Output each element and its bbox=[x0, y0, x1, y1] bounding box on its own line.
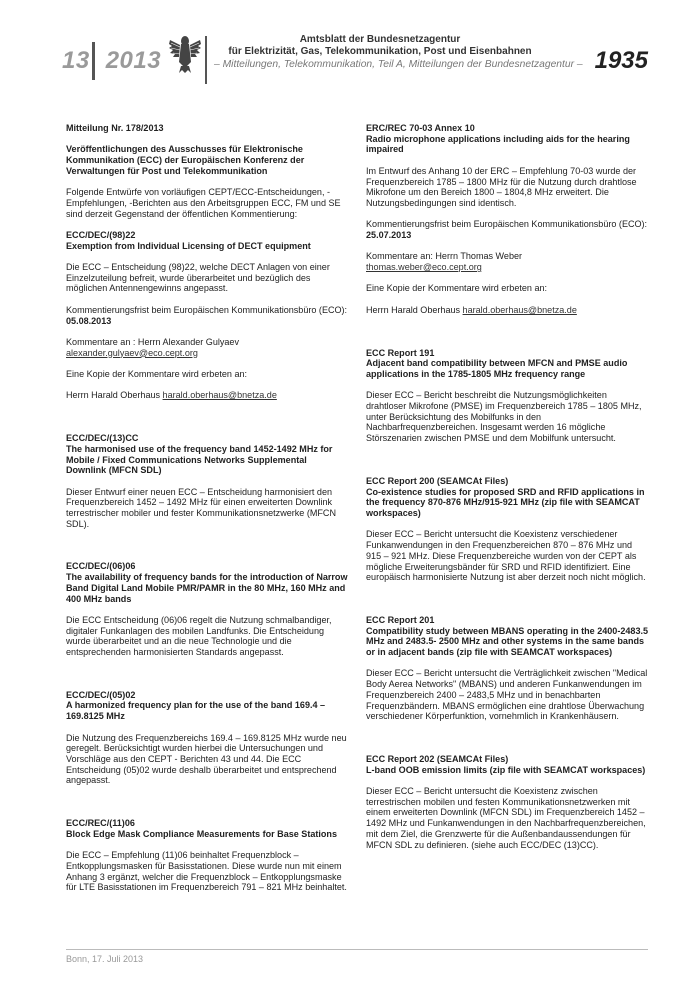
comments-recipient: Kommentare an: Herrn Thomas Weber bbox=[366, 251, 523, 262]
section-report-200 bbox=[366, 476, 649, 583]
section-dect bbox=[66, 230, 349, 401]
section-title: Compatibility study between MBANS operating in the 2400-2483.5 MHz and 2483.5- 2500 MHz and other systems in the same bands or in adjacent bands (zip file with SEAMCAT workspaces) bbox=[366, 625, 649, 658]
section-radio-microphones bbox=[366, 123, 649, 316]
copy-request: Eine Kopie der Kommentare wird erbeten an: bbox=[66, 369, 248, 380]
gazette-title-line1: Amtsblatt der Bundesnetzagentur bbox=[299, 34, 461, 45]
comments-recipient: Kommentare an : Herrn Alexander Gulyaev bbox=[66, 336, 239, 347]
section-text: Die ECC – Empfehlung (11)06 beinhaltet Frequenzblock – Entkopplungsmasken für Basisstationen. Diese wurde nun mit einem Anhang 3 ergänzt, welcher die Frequenzblock – Entkopplungsmaske für LTE Basisstationen im Frequenzbereich 791 – 821 MHz beinhaltet. bbox=[66, 850, 347, 893]
section-text: Dieser ECC – Bericht untersucht die Koexistenz zwischen terrestrischen mobilen und festen Kommunikationsnetzwerken mit einem erweiterten Downlink (MFCN SDL) im Frequenzbereich 1452 – 1492 MHz und Funkanwendungen in den Nachbarfrequenzbereichen, mit dem Ziel, die Grenzwerte für die Außenbandaussendungen für MFCN SDL zu definieren. (siehe auch ECC/DEC (13)CC). bbox=[366, 786, 646, 850]
section-code: ERC/REC 70-03 Annex 10 bbox=[366, 123, 475, 133]
left-column bbox=[66, 123, 349, 893]
section-code: ECC Report 200 (SEAMCAt Files) bbox=[366, 475, 509, 486]
notice-number: Mitteilung Nr. 178/2013 bbox=[66, 123, 164, 133]
footer-place-date: Bonn, 17. Juli 2013 bbox=[66, 954, 144, 964]
header-divider-1 bbox=[92, 42, 95, 80]
gazette-title-line2: für Elektrizität, Gas, Telekommunikation, Post und Eisenbahnen bbox=[228, 46, 532, 57]
section-code: ECC/DEC/(05)02 bbox=[66, 689, 136, 700]
comment-deadline bbox=[366, 219, 649, 240]
section-title: A harmonized frequency plan for the use of the band 169.4 – 169.8125 MHz bbox=[66, 700, 326, 722]
copy-email-link[interactable]: harald.oberhaus@bnetza.de bbox=[462, 304, 577, 315]
deadline-date: 25.07.2013 bbox=[366, 230, 412, 240]
issue-number bbox=[62, 47, 161, 75]
section-code: ECC Report 202 (SEAMCAt Files) bbox=[366, 753, 509, 764]
issue-year: 2013 bbox=[105, 47, 162, 74]
section-title: Adjacent band compatibility between MFCN and PMSE audio applications in the 1785-1805 MHz frequency range bbox=[366, 358, 628, 379]
section-pmr-pamr bbox=[66, 561, 349, 657]
section-text: Dieser ECC – Bericht beschreibt die Nutzungsmöglichkeiten drahtloser Mikrofone (PMSE) im Frequenzbereich 1785 – 1805 MHz, unter Berücksichtung des Mobilfunks in den Nachbarfrequenzbereichen. Insgesamt werden 16 mögliche Störszenarien zwischen PMSE und dem Mobilfunk untersucht. bbox=[366, 390, 642, 444]
section-code: ECC Report 201 bbox=[366, 614, 435, 625]
section-title: Radio microphone applications including aids for the hearing impaired bbox=[366, 133, 630, 155]
section-title: Exemption from Individual Licensing of DECT equipment bbox=[66, 240, 311, 251]
comments-email-link[interactable]: alexander.gulyaev@eco.cept.org bbox=[66, 347, 198, 358]
deadline-label: Kommentierungsfrist beim Europäischen Kommunikationsbüro (ECO): bbox=[366, 219, 648, 230]
issue-no: 13 bbox=[62, 47, 90, 74]
section-text: Dieser ECC – Bericht untersucht die Koexistenz verschiedener Funkanwendungen in den Frequenzbereichen 870 – 876 MHz und 915 – 921 MHz. Diese Frequenzbereiche wurden von der CEPT als mögliche Erweiterungsbänder für SRD und RFID identifiziert. Eine europäisch harmonisierte Nutzung ist aber derzeit noch nicht möglich. bbox=[366, 529, 646, 583]
section-code: ECC/DEC/(06)06 bbox=[66, 561, 136, 572]
copy-email-link[interactable]: harald.oberhaus@bnetza.de bbox=[162, 390, 277, 401]
section-text: Die Nutzung des Frequenzbereichs 169.4 – 169.8125 MHz wurde neu geregelt. Berücksichtigt wurden hierbei die Untersuchungen und Vorschläge aus den CEPT - Berichten 43 und 44. Die ECC Entscheidung (05)02 wurde deshalb überarbeitet und entsprechend angepasst. bbox=[66, 732, 347, 786]
right-column bbox=[366, 123, 649, 850]
copy-recipient bbox=[366, 305, 649, 316]
section-title: The availability of frequency bands for the introduction of Narrow Band Digital Land Mobile PMR/PAMR in the 80 MHz, 160 MHz and 400 MHz bands bbox=[66, 572, 348, 604]
copy-recipient-name: Herrn Harald Oberhaus bbox=[66, 390, 163, 401]
section-title: Co-existence studies for proposed SRD and RFID applications in the frequency 870-876 MHz/915-921 MHz (zip file with SEAMCAT workspaces) bbox=[366, 486, 645, 518]
section-title: Block Edge Mask Compliance Measurements for Base Stations bbox=[66, 828, 337, 839]
section-report-201 bbox=[366, 615, 649, 722]
section-text: Die ECC – Entscheidung (98)22, welche DECT Anlagen von einer Einzelzuteilung befreit, wurde überarbeitet und bezüglich des möglichen Antennengewinns angepasst. bbox=[66, 262, 330, 294]
section-code: ECC/DEC/(13)CC bbox=[66, 433, 139, 444]
gazette-subtitle: – Mitteilungen, Telekommunikation, Teil A, Mitteilungen der Bundesnetzagentur – bbox=[214, 59, 583, 70]
copy-recipient bbox=[66, 390, 349, 401]
section-code: ECC/REC/(11)06 bbox=[66, 818, 135, 829]
notice-heading: Veröffentlichungen des Ausschusses für Elektronische Kommunikation (ECC) der Europäischen Konferenz der Verwaltungen für Post und Telekommunikation bbox=[66, 144, 305, 176]
footer-divider bbox=[66, 949, 648, 950]
section-code: ECC/DEC/(98)22 bbox=[66, 229, 136, 240]
section-title: L-band OOB emission limits (zip file with SEAMCAT workspaces) bbox=[366, 764, 646, 775]
gazette-title bbox=[210, 34, 550, 58]
section-text: Dieser Entwurf einer neuen ECC – Entscheidung harmonisiert den Frequenzbereich 1452 – 1492 MHz für einen erweiterten Downlink terrestrischer mobiler und fester Kommunikationsnetzwerke (MFCN SDL). bbox=[66, 486, 336, 529]
comment-deadline bbox=[66, 305, 349, 326]
section-169-band bbox=[66, 690, 349, 786]
header-divider-2 bbox=[205, 36, 207, 84]
notice-intro bbox=[66, 123, 349, 219]
deadline-date: 05.08.2013 bbox=[66, 315, 112, 326]
comments-email-link[interactable]: thomas.weber@eco.cept.org bbox=[366, 262, 482, 273]
section-report-191 bbox=[366, 348, 649, 444]
copy-recipient-name: Herrn Harald Oberhaus bbox=[366, 304, 463, 315]
section-text: Die ECC Entscheidung (06)06 regelt die Nutzung schmalbandiger, digitaler Funkanlagen des mobilen Landfunks. Die Entscheidung wurde überarbeitet und an die neue Technologie und die entsprechenden harmonisierten Standards angepasst. bbox=[66, 614, 332, 658]
section-block-edge-mask bbox=[66, 818, 349, 893]
section-title: The harmonised use of the frequency band 1452-1492 MHz for Mobile / Fixed Communications Networks Supplemental Downlink (MFCN SDL) bbox=[66, 443, 333, 476]
section-report-202 bbox=[366, 754, 649, 850]
section-code: ECC Report 191 bbox=[366, 347, 435, 358]
notice-intro-text: Folgende Entwürfe von vorläufigen CEPT/ECC-Entscheidungen, -Empfehlungen, -Berichten aus den Arbeitsgruppen ECC, FM und SE sind derzeit Gegenstand der öffentlichen Kommentierung: bbox=[66, 187, 341, 219]
copy-request: Eine Kopie der Kommentare wird erbeten an: bbox=[366, 283, 548, 294]
federal-eagle-icon bbox=[168, 32, 202, 74]
deadline-label: Kommentierungsfrist beim Europäischen Kommunikationsbüro (ECO): bbox=[66, 304, 348, 315]
section-text: Dieser ECC – Bericht untersucht die Verträglichkeit zwischen "Medical Body Aerea Networks" (MBANS) und anderen Funkanwendungen im Frequenzbereich 2400 – 2483,5 MHz und in benachbarten Frequenzbändern. MBANS ermöglichen eine drahtlose Überwachung verschiedener Körperfunktion, vornehmlich in Krankenhäusern. bbox=[366, 668, 648, 722]
section-mfcn-sdl bbox=[66, 433, 349, 529]
section-text: Im Entwurf des Anhang 10 der ERC – Empfehlung 70-03 wurde der Frequenzbereich 1785 – 1800 MHz für die Nutzung durch drahtlose Mikrofone um den Bereich 1800 – 1804,8 MHz erweitert. Die Nutzungsbedingungen sind identisch. bbox=[366, 165, 637, 208]
page-number: 1935 bbox=[594, 47, 648, 74]
